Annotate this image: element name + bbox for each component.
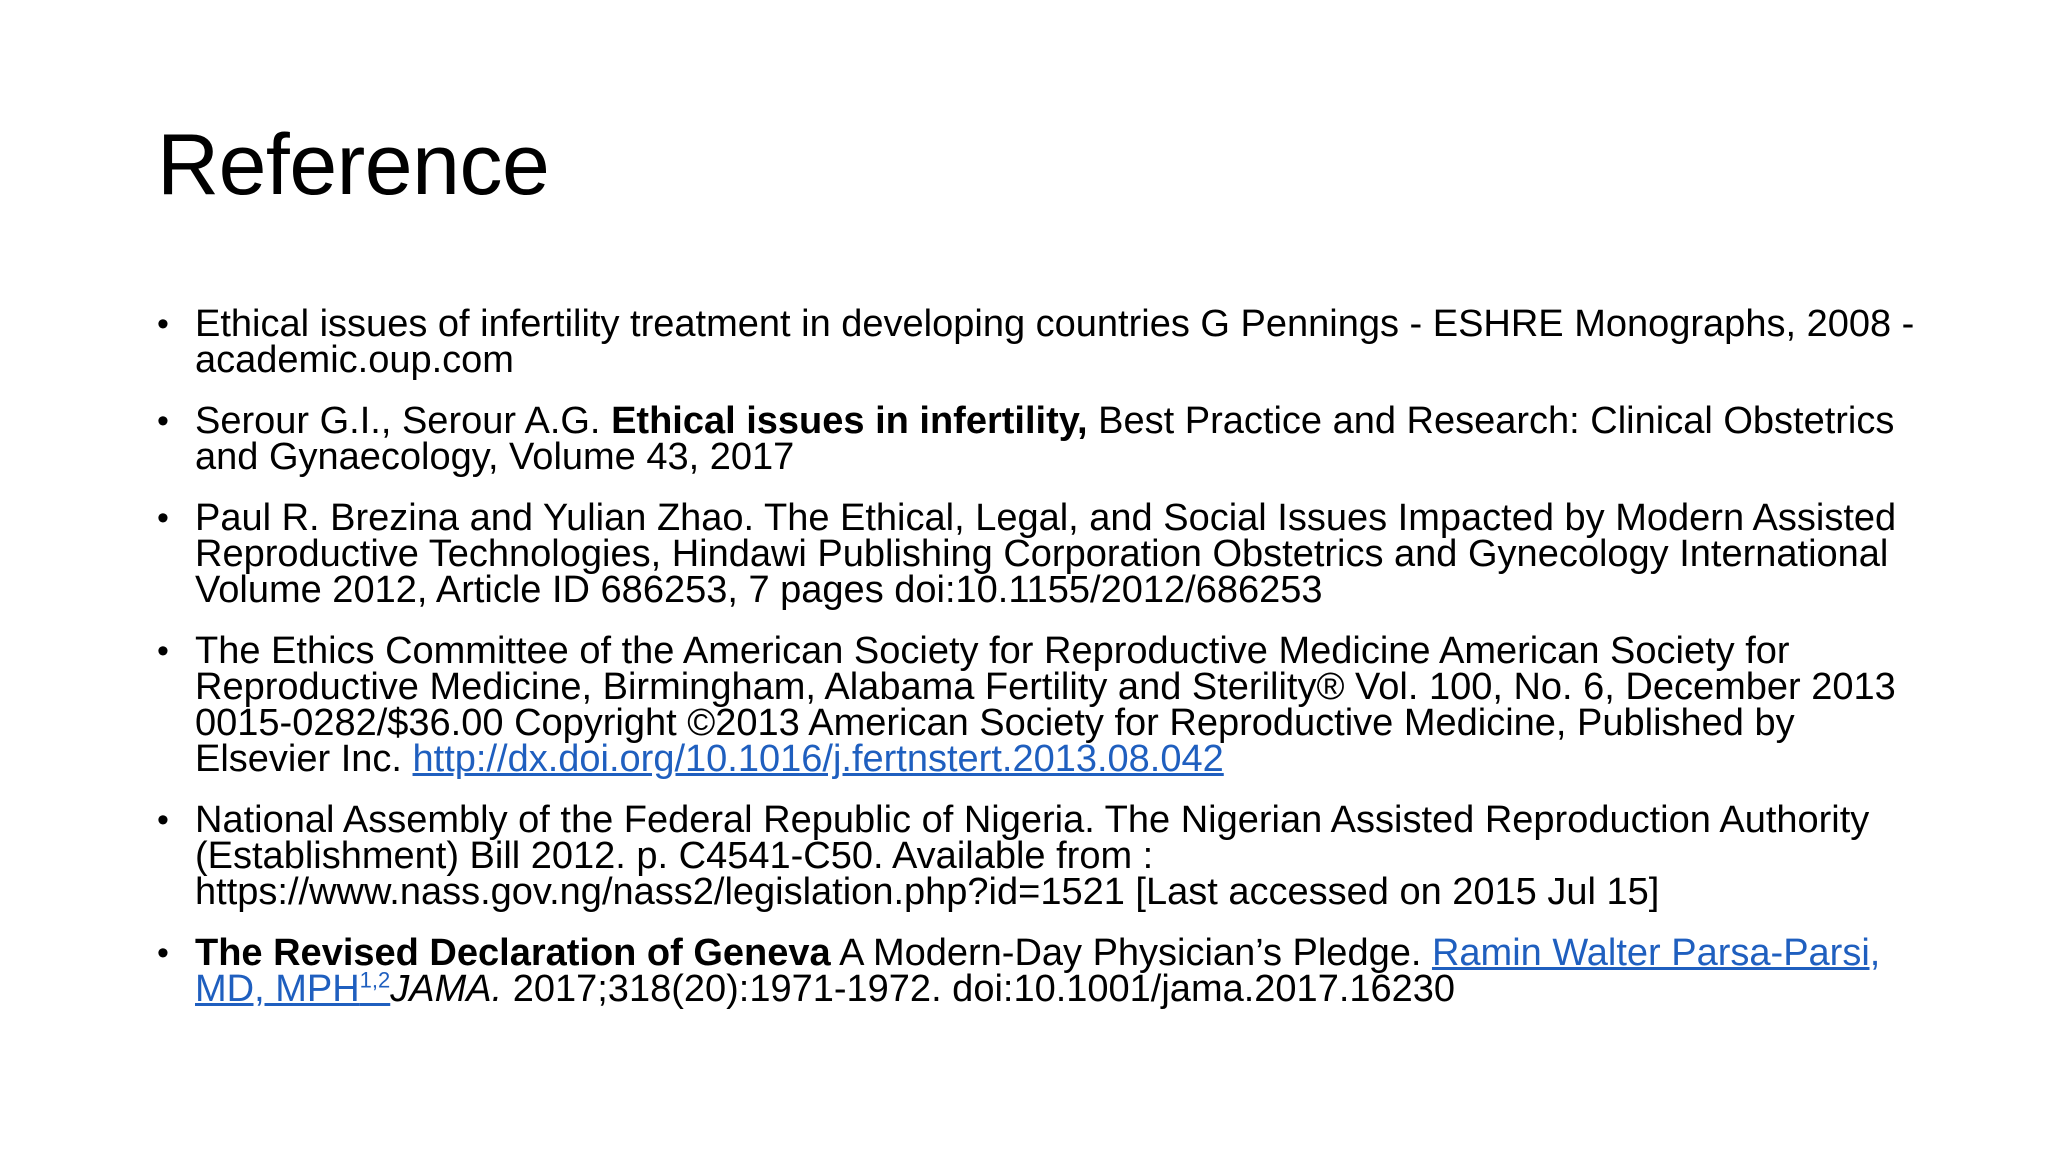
reference-item-4 bbox=[157, 630, 1917, 780]
author-link-text: Ramin Walter Parsa-Parsi, MD, MPH bbox=[195, 932, 1881, 1010]
reference-item-2 bbox=[157, 400, 1917, 478]
slide-title: Reference bbox=[157, 117, 550, 213]
reference-authors: Serour G.I., Serour A.G. bbox=[195, 400, 612, 442]
bullet-icon: • bbox=[157, 305, 169, 343]
reference-title-bold: Ethical issues in infertility, bbox=[611, 400, 1088, 442]
reference-item-3 bbox=[157, 497, 1917, 611]
reference-item-1 bbox=[157, 303, 1917, 381]
reference-source: Best Practice and Research: Clinical Obstetrics and Gynaecology, Volume 43, 2017 bbox=[195, 400, 1895, 478]
reference-item-6 bbox=[157, 932, 1917, 1010]
reference-list bbox=[157, 303, 1917, 1032]
bullet-icon: • bbox=[157, 801, 169, 839]
reference-citation: 2017;318(20):1971-1972. doi:10.1001/jama.2017.16230 bbox=[502, 968, 1456, 1010]
reference-item-5 bbox=[157, 799, 1917, 913]
bullet-icon: • bbox=[157, 934, 169, 972]
reference-text: Paul R. Brezina and Yulian Zhao. The Ethical, Legal, and Social Issues Impacted by Modern Assisted Reproductive Technologies, Hindawi Publishing Corporation Obstetrics and Gynecology International Volume 2012, Article ID 686253, 7 pages doi:10.1155/2012/686253 bbox=[195, 497, 1897, 611]
journal-name: JAMA. bbox=[390, 968, 503, 1010]
bullet-icon: • bbox=[157, 632, 169, 670]
reference-text: The Ethics Committee of the American Society for Reproductive Medicine American Society for Reproductive Medicine, Birmingham, Alabama Fertility and Sterility® Vol. 100, No. 6, December 2013 0015-0282/$36.00 Copyright ©2013 American Society for Reproductive Medicine, Published by Elsevier Inc. bbox=[195, 630, 1896, 780]
reference-subtitle: A Modern-Day Physician’s Pledge. bbox=[830, 932, 1432, 974]
bullet-icon: • bbox=[157, 499, 169, 537]
reference-text: National Assembly of the Federal Republic of Nigeria. The Nigerian Assisted Reproduction Authority (Establishment) Bill 2012. p. C4541-C50. Available from : https://www.nass.gov.ng/nass2/legislation.php?id=1521 [Last accessed on 2015 Jul 15] bbox=[195, 799, 1870, 913]
author-affiliation-sup: 1,2 bbox=[359, 967, 391, 993]
doi-link[interactable]: http://dx.doi.org/10.1016/j.fertnstert.2013.08.042 bbox=[412, 738, 1224, 780]
reference-text: Ethical issues of infertility treatment in developing countries G Pennings - ESHRE Monographs, 2008 - academic.oup.com bbox=[195, 303, 1915, 381]
bullet-icon: • bbox=[157, 402, 169, 440]
reference-title-bold: The Revised Declaration of Geneva bbox=[195, 932, 831, 974]
